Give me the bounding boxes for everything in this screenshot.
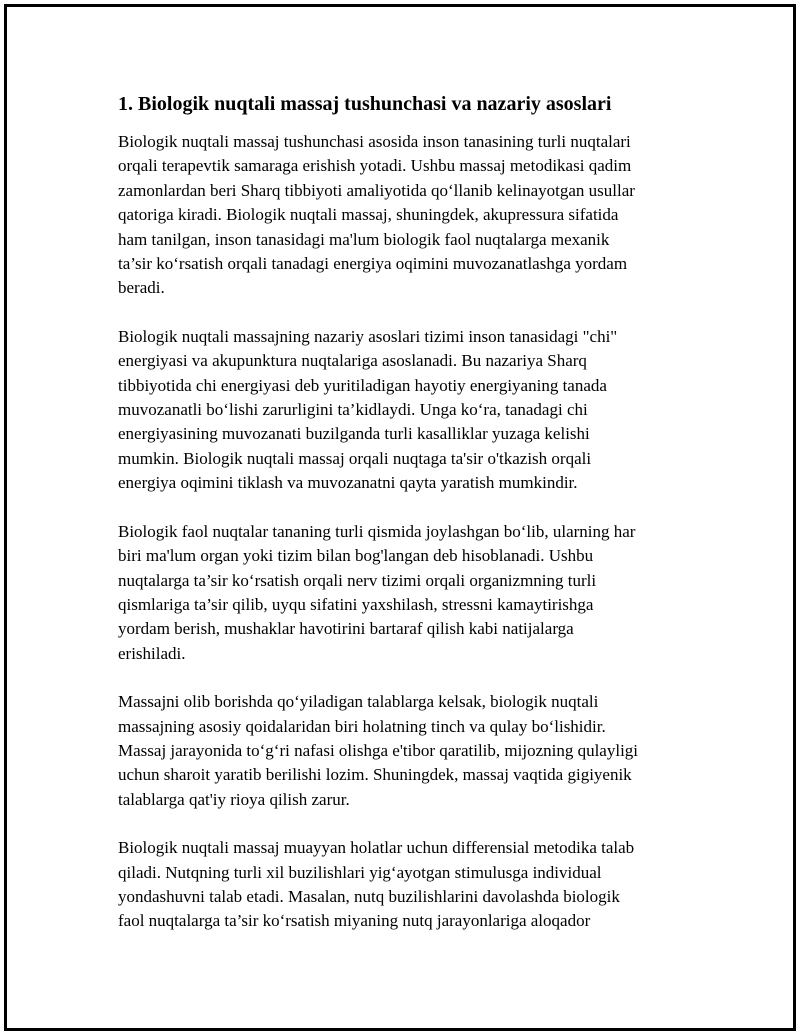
- document-body: [114, 90, 674, 958]
- paragraph-1: Biologik nuqtali massaj tushunchasi asosida inson tanasining turli nuqtalari orqali terapevtik samaraga erishish yotadi. Ushbu massaj metodikasi qadim zamonlardan beri Sharq tibbiyoti amaliyotida qo‘llanib kelinayotgan usullar qatoriga kiradi. Biologik nuqtali massaj, shuningdek, akupressura sifatida ham tanilgan, inson tanasidagi ma'lum biologik faol nuqtalarga mexanik ta’sir ko‘rsatish orqali tanadagi energiya oqimini muvozanatlashga yordam beradi.: [118, 132, 635, 298]
- paragraph-4: Massajni olib borishda qo‘yiladigan talablarga kelsak, biologik nuqtali massajning asosiy qoidalaridan biri holatning tinch va qulay bo‘lishidir. Massaj jarayonida to‘g‘ri nafasi olishga e'tibor qaratilib, mijozning qulayligi uchun sharoit yaratib berilishi lozim. Shuningdek, massaj vaqtida gigiyenik talablarga qat'iy rioya qilish zarur.: [118, 692, 639, 809]
- paragraph-5: Biologik nuqtali massaj muayyan holatlar uchun differensial metodika talab qiladi. Nutqning turli xil buzilishlari yig‘ayotgan stimulusga individual yondashuvni talab etadi. Masalan, nutq buzilishlarini davolashda biologik faol nuqtalarga ta’sir ko‘rsatish miyaning nutq jarayonlariga aloqador: [118, 838, 635, 931]
- paragraph-2: Biologik nuqtali massajning nazariy asoslari tizimi inson tanasidagi "chi" energiyasi va akupunktura nuqtalariga asoslanadi. Bu nazariya Sharq tibbiyotida chi energiyasi deb yuritiladigan hayotiy energiyaning tanada muvozanatli bo‘lishi zarurligini ta’kidlaydi. Unga ko‘ra, tanadagi chi energiyasining muvozanati buzilganda turli kasalliklar yuzaga kelishi mumkin. Biologik nuqtali massaj orqali nuqtaga ta'sir o'tkazish orqali energiya oqimini tiklash va muvozanatni qayta yaratish mumkindir.: [118, 326, 618, 493]
- paragraph-3: Biologik faol nuqtalar tananing turli qismida joylashgan bo‘lib, ularning har biri ma'lum organ yoki tizim bilan bog'langan deb hisoblanadi. Ushbu nuqtalarga ta’sir ko‘rsatish orqali nerv tizimi orqali organizmning turli qismlariga ta’sir qilib, uyqu sifatini yaxshilash, stressni kamaytirishga yordam berish, mushaklar havotirini bartaraf qilish kabi natijalarga erishiladi.: [118, 521, 636, 663]
- section-heading: 1. Biologik nuqtali massaj tushunchasi va nazariy asoslari: [118, 93, 612, 115]
